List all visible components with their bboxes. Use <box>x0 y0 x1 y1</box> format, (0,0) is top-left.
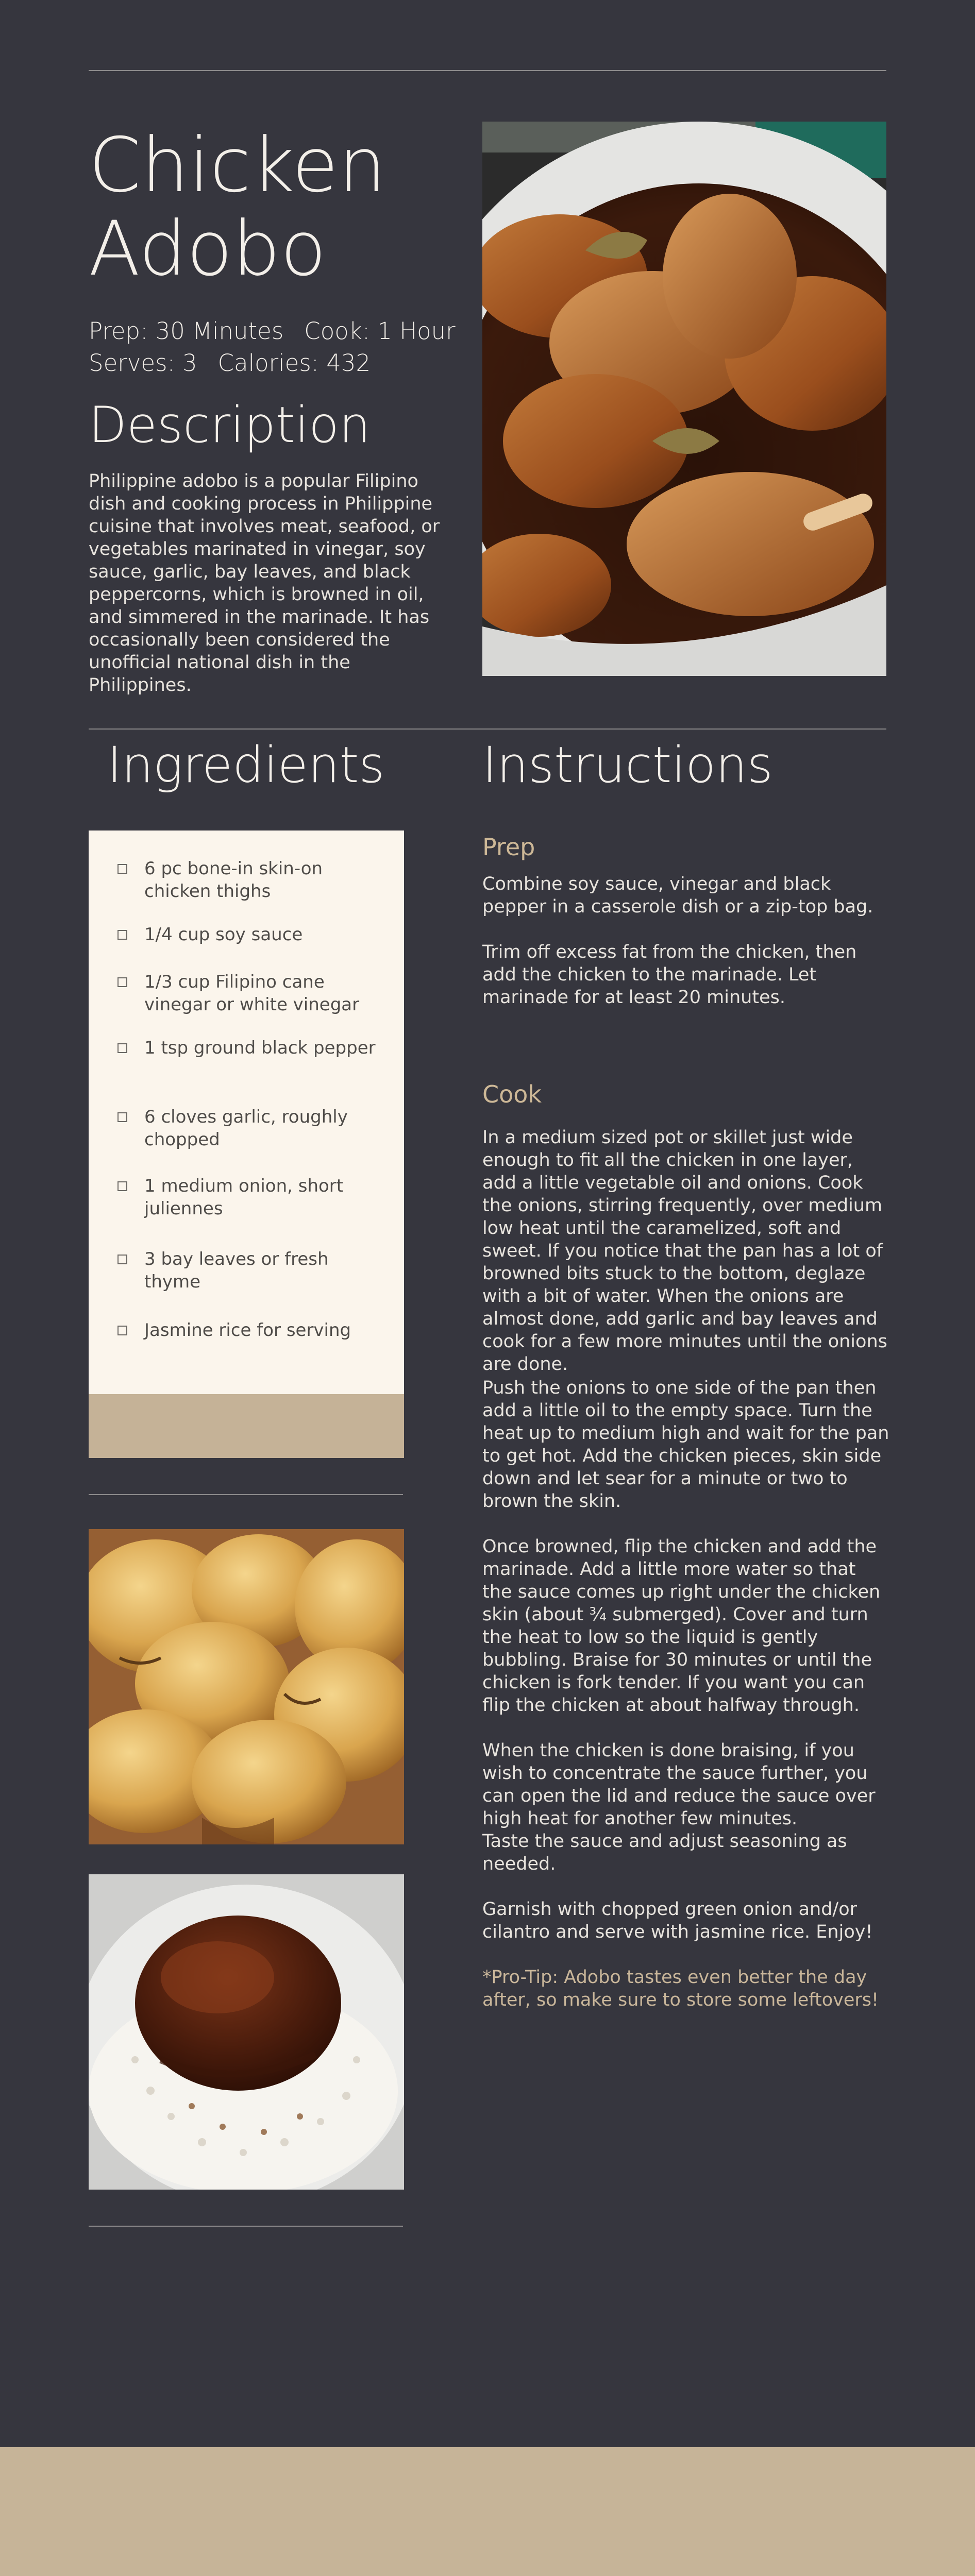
cook-time: Cook: 1 Hour <box>304 317 456 345</box>
prep-time: Prep: 30 Minutes <box>89 317 284 345</box>
servings: Serves: 3 <box>89 349 197 377</box>
ingredients-card-footer <box>89 1394 404 1458</box>
photo-baked-chicken <box>89 1529 404 1844</box>
cook-step: Taste the sauce and adjust seasoning as needed. <box>482 1831 847 1874</box>
checkbox-icon[interactable] <box>117 864 127 874</box>
prep-heading: Prep <box>482 833 535 861</box>
checkbox-icon[interactable] <box>117 930 127 940</box>
cook-step: In a medium sized pot or skillet just wide enough to fit all the chicken in one layer, add a little vegetable oil and onions. Cook the onions, stirring frequently, over medium low heat until the caramelized, soft and sweet. If you notice that the pan has a lot of browned bits stuck to the bottom, deglaze with a bit of water. When the onions are almost done, add garlic and bay leaves and cook for a few more minutes until the onions are done. <box>482 1127 887 1375</box>
calories: Calories: 432 <box>217 349 371 377</box>
prep-step: Trim off excess fat from the chicken, then add the chicken to the marinade. Let marinade for at least 20 minutes. <box>482 942 857 1008</box>
ingredient-item[interactable]: 1/4 cup soy sauce <box>117 923 385 946</box>
hero-photo-illustration <box>482 122 886 676</box>
prep-step: Combine soy sauce, vinegar and black pepper in a casserole dish or a zip-top bag. <box>482 874 873 917</box>
title-line-1: Chicken <box>89 122 386 209</box>
ingredients-card <box>89 831 404 1394</box>
ingredient-item[interactable]: 6 cloves garlic, roughly chopped <box>117 1106 385 1151</box>
ingredient-item[interactable]: 1/3 cup Filipino cane vinegar or white vinegar <box>117 971 385 1016</box>
description-text: Philippine adobo is a popular Filipino dish and cooking process in Philippine cuisine that involves meat, seafood, or vegetables marinated in vinegar, soy sauce, garlic, bay leaves, and black peppercorns, which is browned in oil, and simmered in the marinade. It has occasionally been considered the unofficial national dish in the Philippines. <box>89 471 440 696</box>
recipe-meta <box>89 315 480 379</box>
footer-band <box>0 2447 975 2576</box>
left-divider <box>89 1494 403 1495</box>
description-heading: Description <box>89 396 371 454</box>
top-divider <box>89 70 886 71</box>
pro-tip: *Pro-Tip: Adobo tastes even better the day after, so make sure to store some leftovers! <box>482 1967 879 2010</box>
checkbox-icon[interactable] <box>117 977 127 987</box>
cook-step: Garnish with chopped green onion and/or cilantro and serve with jasmine rice. Enjoy! <box>482 1899 873 1942</box>
baked-chicken-illustration <box>89 1529 404 1844</box>
recipe-title <box>89 124 470 291</box>
checkbox-icon[interactable] <box>117 1181 127 1191</box>
instructions-heading: Instructions <box>482 736 773 794</box>
cook-step: When the chicken is done braising, if you wish to concentrate the sauce further, you can open the lid and reduce the sauce over high heat for another few minutes. <box>482 1740 876 1829</box>
title-line-2: Adobo <box>89 205 327 293</box>
ingredient-item[interactable]: Jasmine rice for serving <box>117 1319 385 1342</box>
ingredient-item[interactable]: 1 medium onion, short juliennes <box>117 1175 385 1220</box>
ingredients-heading: Ingredients <box>107 736 385 794</box>
checkbox-icon[interactable] <box>117 1255 127 1264</box>
checkbox-icon[interactable] <box>117 1112 127 1122</box>
checkbox-icon[interactable] <box>117 1043 127 1053</box>
cook-step: Once browned, flip the chicken and add the marinade. Add a little more water so that the sauce comes up right under the chicken skin (about ¾ submerged). Cover and turn the heat to low so the liquid is gently bubbling. Braise for 30 minutes or until the chicken is fork tender. If you want you can flip the chicken at about halfway through. <box>482 1536 881 1716</box>
ingredient-item[interactable]: 3 bay leaves or fresh thyme <box>117 1248 385 1293</box>
cook-step: Push the onions to one side of the pan then add a little oil to the empty space. Turn the heat up to medium high and wait for the pan to get hot. Add the chicken pieces, skin side down and let sear for a minute or two to brown the skin. <box>482 1378 889 1512</box>
section-divider <box>89 728 886 730</box>
cook-heading: Cook <box>482 1080 542 1108</box>
hero-photo-chicken-adobo <box>482 122 886 676</box>
adobo-rice-illustration <box>89 1874 404 2190</box>
checkbox-icon[interactable] <box>117 1326 127 1335</box>
left-bottom-divider <box>89 2226 403 2227</box>
photo-adobo-with-rice <box>89 1874 404 2190</box>
ingredient-item[interactable]: 1 tsp ground black pepper <box>117 1037 385 1059</box>
ingredient-item[interactable]: 6 pc bone-in skin-on chicken thighs <box>117 857 385 903</box>
